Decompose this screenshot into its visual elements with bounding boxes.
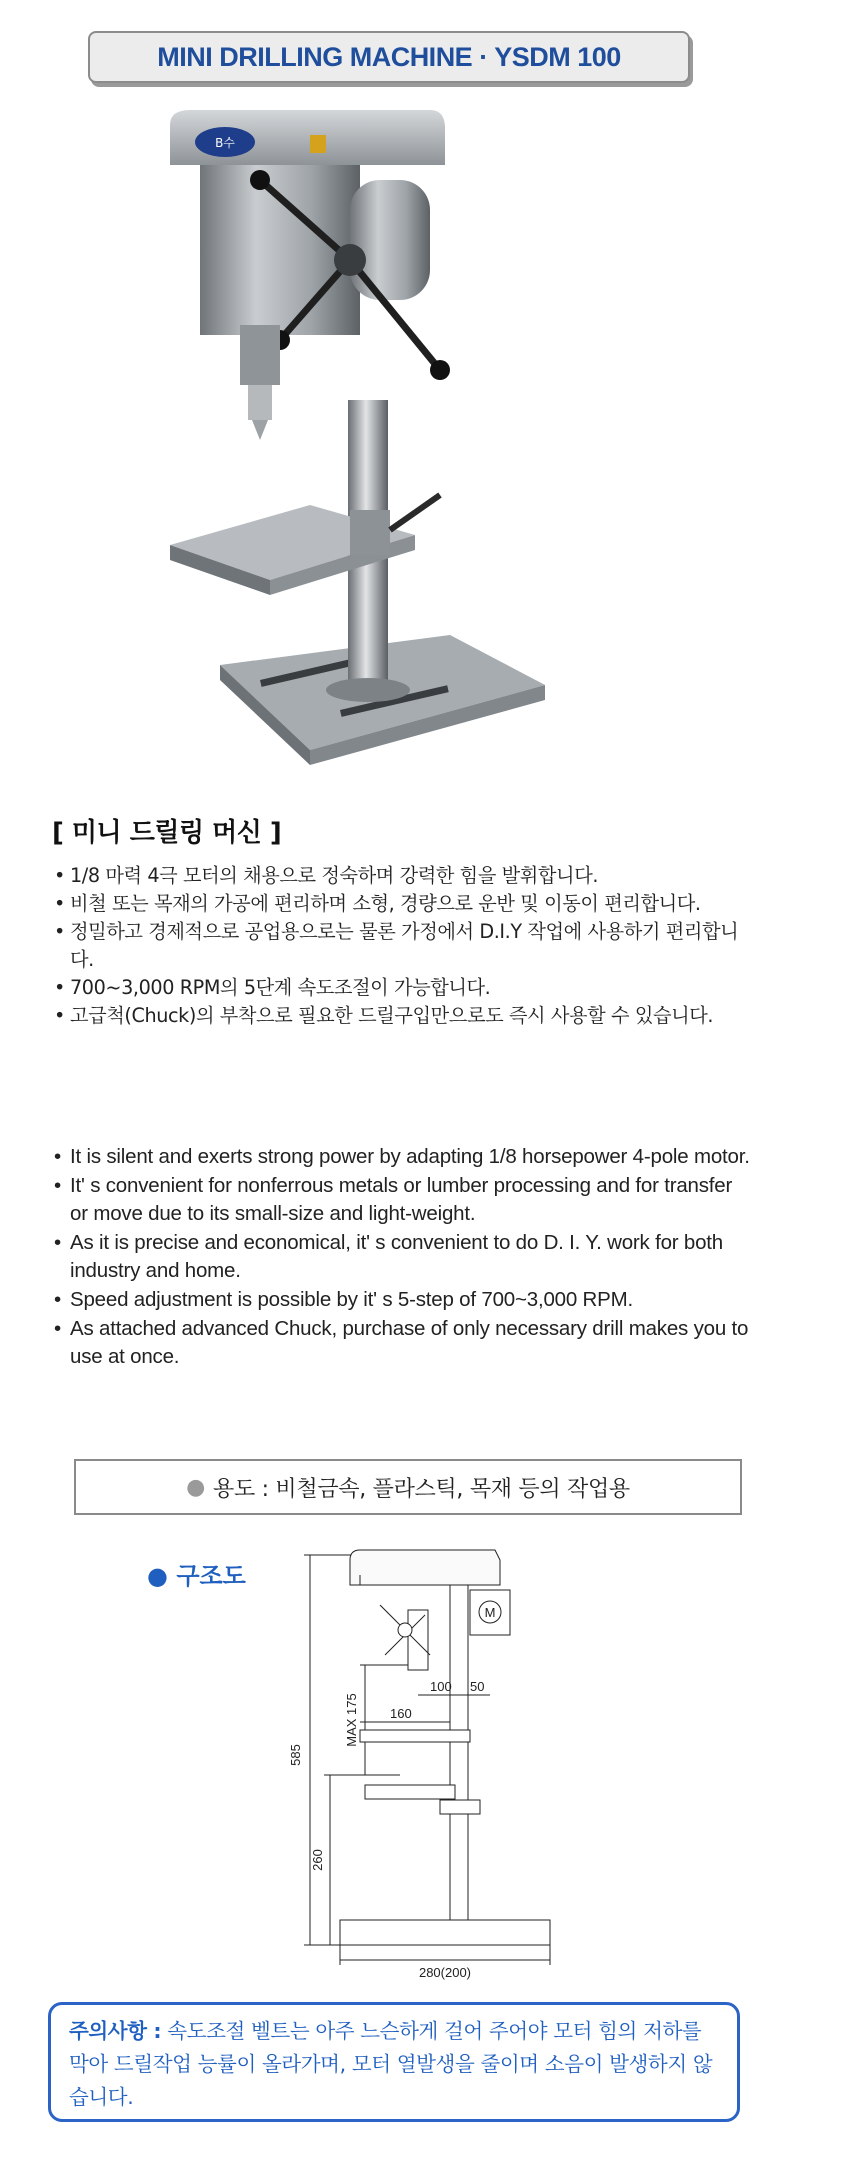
note-title: 주의사항 : — [69, 2019, 162, 2043]
diagram-label — [147, 1556, 246, 1591]
note-text: 속도조절 벨트는 아주 느슨하게 걸어 주어야 모터 힘의 저하를 막아 드릴작업 능률이 올라가며, 모터 열발생을 줄이며 소음이 발생하지 않습니다. — [69, 2019, 713, 2109]
usage-box — [74, 1459, 742, 1515]
korean-feature-list — [52, 862, 752, 1030]
list-item: • 비철 또는 목재의 가공에 편리하며 소형, 경량으로 운반 및 이동이 편리합니다. — [52, 890, 752, 918]
list-item: • 1/8 마력 4극 모터의 채용으로 정숙하며 강력한 힘을 발휘합니다. — [52, 862, 752, 890]
dim-280: 280(200) — [418, 1965, 472, 1980]
dim-100: 100 — [430, 1679, 452, 1694]
dim-50: 50 — [470, 1679, 485, 1694]
list-item: • 정밀하고 경제적으로 공업용으로는 물론 가정에서 D.I.Y 작업에 사용하기 편리합니다. — [52, 918, 752, 974]
dim-260: 260 — [310, 1849, 325, 1871]
product-title: MINI DRILLING MACHINE · YSDM 100 — [88, 31, 690, 83]
list-item: • As attached advanced Chuck, purchase of only necessary drill makes you to use at once. — [52, 1315, 752, 1372]
usage-text: 용도 : 비철금속, 플라스틱, 목재 등의 작업용 — [213, 1476, 630, 1502]
bullet-dot-icon: ● — [147, 1562, 168, 1590]
caution-note — [48, 2002, 740, 2122]
diagram-label-text: 구조도 — [176, 1562, 246, 1590]
list-item: • Speed adjustment is possible by it' s 5-step of 700~3,000 RPM. — [52, 1286, 752, 1315]
motor-label: M — [484, 1605, 496, 1620]
list-item: • It is silent and exerts strong power by adapting 1/8 horsepower 4-pole motor. — [52, 1143, 752, 1172]
bullet-dot-icon: ● — [186, 1474, 206, 1500]
svg-text:B수: B수 — [215, 136, 235, 150]
dim-160: 160 — [390, 1706, 412, 1721]
dim-585: 585 — [288, 1744, 303, 1766]
list-item: • 고급척(Chuck)의 부착으로 필요한 드릴구입만으로도 즉시 사용할 수 있습니다. — [52, 1002, 752, 1030]
dim-max-175: MAX 175 — [344, 1693, 359, 1747]
list-item: • 700~3,000 RPM의 5단계 속도조절이 가능합니다. — [52, 974, 752, 1002]
list-item: • It' s convenient for nonferrous metals or lumber processing and for transfer or move due to its small-size and light-weight. — [52, 1172, 752, 1229]
english-feature-list — [52, 1143, 752, 1372]
structure-diagram — [290, 1545, 630, 1985]
drill-press-photo — [200, 110, 620, 800]
list-item: • As it is precise and economical, it' s convenient to do D. I. Y. work for both industry and home. — [52, 1229, 752, 1286]
section-heading: [ 미니 드릴링 머신 ] — [52, 818, 282, 848]
